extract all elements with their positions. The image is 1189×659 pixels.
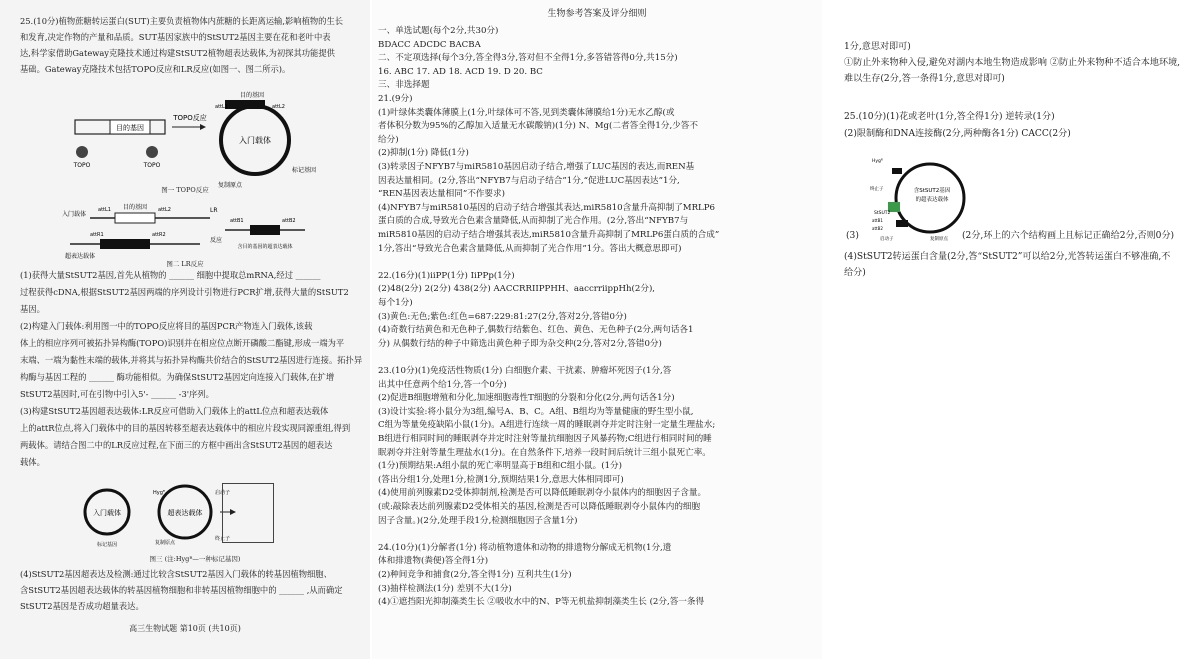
- svg-text:attR2: attR2: [152, 232, 166, 238]
- svg-text:目的基因: 目的基因: [116, 124, 144, 132]
- svg-text:的超表达载体: 的超表达载体: [915, 197, 949, 203]
- answer-line: miR5810基因的启动子结合增强其表达,miR5810含量升高抑制了MRLP6蛋白质的合成”: [378, 230, 720, 240]
- page-footer: 高三生物试题 第10页 (共10页): [129, 624, 241, 633]
- svg-text:反应: 反应: [210, 237, 223, 244]
- answer-line: 三、非选择题: [378, 80, 430, 91]
- question-text-line: 体上的相应序列可被拓扑异构酶(TOPO)识别并在相应位点断开磷酸二酯键,形成一端为平: [20, 338, 345, 348]
- answer-line: 22.(16分)(1)iiPP(1分) IiPPp(1分): [378, 270, 515, 281]
- svg-text:目的基因: 目的基因: [240, 92, 265, 99]
- answer-line: (2)抑制(1分) 降低(1分): [378, 148, 469, 159]
- answer-line: 二、不定项选择(每个3分,答全得3分,答对但不全得1分,多答错答得0分,共15分): [378, 53, 678, 64]
- figure-3-caption: 图三 (注:Hygᴿ—一种标记基因): [149, 555, 241, 563]
- svg-text:StSUT2: StSUT2: [874, 211, 891, 216]
- answer-line: 1分,意思对即可): [844, 42, 911, 52]
- svg-text:attR1: attR1: [90, 232, 104, 238]
- svg-text:超表达载体: 超表达载体: [65, 253, 96, 260]
- svg-text:attL1: attL1: [98, 207, 111, 213]
- svg-text:TOPO: TOPO: [73, 162, 91, 169]
- svg-text:TOPO: TOPO: [143, 162, 161, 169]
- answer-key-continued-page: [830, 0, 1189, 659]
- answer-line: 给分): [378, 134, 399, 145]
- svg-text:入门载体: 入门载体: [62, 211, 87, 218]
- svg-text:attB2: attB2: [282, 218, 296, 224]
- question-text-line: 25.(10分)植物蔗糖转运蛋白(SUT)主要负责植物体内蔗糖的长距离运输,影响植物的生长: [20, 16, 344, 26]
- drawing-answer-box[interactable]: [222, 483, 274, 543]
- answer-line: 给分): [844, 268, 866, 278]
- answer-line: (4)StSUT2转运蛋白含量(2分,答“StSUT2”可以给2分,光答转运蛋白不够准确,不: [844, 252, 1171, 262]
- question-text-line: 两载体。请结合图二中的LR反应过程,在下面三的方框中画出含StSUT2基因的超表达: [20, 440, 333, 450]
- question-text-line: 达,科学家借助Gateway克隆技术通过构建StSUT2植物超表达载体,为初探其功能提供: [20, 48, 335, 58]
- answer-line: 分) 从偶数行结的种子中筛选出黄色种子即为杂交种(2分,答对2分,答错0分): [378, 338, 662, 349]
- svg-text:含StSUT2基因: 含StSUT2基因: [913, 188, 951, 194]
- answer-line: (3)抽样检测法(1分) 差别不大(1分): [378, 583, 512, 594]
- svg-text:attB1: attB1: [872, 218, 883, 223]
- question-text-line: 过程获得cDNA,根据StSUT2基因两端的序列设计引物进行PCR扩增,获得大量的StSUT2: [20, 287, 349, 297]
- answer-line: 体和排遗物(粪便)答全得1分): [378, 556, 489, 567]
- answer-line: (答出分组1分,处理1分,检测1分,预期结果1分,意思大体相同即可): [378, 474, 624, 485]
- question-text-line: 基础。Gateway克隆技术包括TOPO反应和LR反应(如图一、图二所示)。: [20, 64, 291, 74]
- question-text-line: 载体。: [20, 457, 45, 467]
- svg-text:attB2: attB2: [872, 226, 883, 231]
- answer-25-3-score: (2分,环上的六个结构画上且标记正确给2分,否则0分): [962, 231, 1175, 241]
- answer-line: “REN基因表达量相同”不作要求): [378, 189, 505, 200]
- answer-line: 因表达量相同。(2分,答出“NFYB7与启动子结合”1分,“促进LUC基因表达”1分,: [378, 175, 680, 186]
- answer-line: 16. ABC 17. AD 18. ACD 19. D 20. BC: [378, 66, 543, 77]
- svg-text:attL2: attL2: [158, 207, 171, 213]
- answer-line: (1)叶绿体类囊体薄膜上(1分,叶绿体可不答,见到类囊体薄膜给1分)无水乙醇(或: [378, 107, 675, 118]
- question-text-line: (2)构建入门载体:利用图一中的TOPO反应将目的基因PCR产物连入门载体,该载: [20, 321, 313, 331]
- svg-text:启动子: 启动子: [880, 237, 894, 242]
- svg-text:启动子: 启动子: [215, 490, 231, 496]
- question-text-line: 末端、一端为黏性末端的载体,并将其与拓扑异构酶共价结合的StSUT2基因进行连接。拓扑异: [20, 355, 363, 365]
- svg-text:Hygᴿ: Hygᴿ: [153, 490, 166, 496]
- svg-text:attL1: attL1: [215, 104, 228, 110]
- answer-line: (3)转录因子NFYB7与miR5810基因启动子结合,增强了LUC基因的表达,而REN基: [378, 162, 695, 172]
- answer-line: 21.(9分): [378, 94, 413, 104]
- svg-text:attL2: attL2: [272, 104, 285, 110]
- question-text-line: 基因。: [20, 304, 45, 314]
- answer-line: 因子含量。)(2分,处理手段1分,检测细胞因子含量1分): [378, 515, 578, 526]
- answer-25-3-label: (3): [846, 231, 859, 241]
- svg-text:含目的基因的超表达载体: 含目的基因的超表达载体: [237, 244, 293, 250]
- question-text-line: 含StSUT2基因超表达载体的转基因植物细胞和非转基因植物细胞中的 ______ ,从而确定: [20, 585, 343, 595]
- answer-line: (4)①遮挡阳光抑制藻类生长 ②吸收水中的N、P等无机盐抑制藻类生长 (2分,答一条得: [378, 597, 705, 608]
- svg-text:标记基因: 标记基因: [292, 167, 317, 174]
- svg-text:复制原点: 复制原点: [155, 540, 176, 546]
- answer-line: 1分,答出“导致光合色素含量降低,从而抑制了光合作用”1分。答出大概意思即可): [378, 243, 682, 254]
- answer-line: (1分)预期结果:A组小鼠的死亡率明显高于B组和C组小鼠。(1分): [378, 461, 622, 472]
- answer-line: 24.(10分)(1)分解者(1分) 将动植物遗体和动物的排遗物分解成无机物(1分,遗: [378, 542, 672, 553]
- svg-text:终止子: 终止子: [215, 536, 231, 542]
- question-text-line: StSUT2基因时,可在引物中引入5'- ______ -3'序列。: [20, 389, 214, 399]
- svg-text:超表达载体: 超表达载体: [167, 509, 203, 517]
- answer-key-title: 生物参考答案及评分细则: [547, 9, 647, 19]
- svg-text:标记基因: 标记基因: [96, 542, 118, 548]
- plasmid-diagram: [870, 152, 970, 244]
- answer-line: 一、单选试题(每个2分,共30分): [378, 26, 499, 36]
- svg-text:入门载体: 入门载体: [93, 509, 121, 517]
- figure-2-lr-reaction: [60, 200, 310, 265]
- question-text-line: (3)构建StSUT2基因超表达载体:LR反应可借助入门载体上的attL位点和超表达载体: [20, 406, 329, 416]
- answer-line: B组进行相同时间的睡眠剥夺并定时注射等量抗细胞因子风暴药物;C组进行相同时间的睡: [378, 434, 712, 444]
- question-text-line: 上的attR位点,将入门载体中的目的基因转移至超表达载体中的相应片段实现同源重组,得到: [20, 423, 351, 433]
- svg-text:终止子: 终止子: [870, 187, 884, 192]
- answer-line: (4)使用前列腺素D2受体抑制剂,检测是否可以降低睡眠剥夺小鼠体内的细胞因子含量。: [378, 488, 707, 499]
- answer-line: (2)促进B细胞增殖和分化,加速细胞毒性T细胞的分裂和分化(2分,两句话各1分): [378, 393, 675, 404]
- answer-line: 眠剥夺并注射等量生理盐水(1分)。在自然条件下,培养一段时间后统计三组小鼠死亡率。: [378, 447, 711, 458]
- answer-line: (2)48(2分) 2(2分) 438(2分) AACCRRIIPPHH、aaccrriippHh(2分),: [378, 284, 656, 295]
- answer-line: (3)设计实验:将小鼠分为3组,编号A、B、C。A组、B组均为等量健康的野生型小鼠,: [378, 406, 694, 417]
- figure-2-caption: 图二 LR反应: [166, 260, 204, 268]
- answer-line: 难以生存(2分,答一条得1分,意思对即可): [844, 74, 1005, 84]
- svg-text:LR: LR: [210, 207, 218, 214]
- answer-line: (2)限制酶和DNA连接酶(2分,两种酶各1分) CACC(2分): [844, 129, 1071, 139]
- svg-text:复制原点: 复制原点: [930, 237, 948, 242]
- answer-line: 23.(10分)(1)免疫活性物质(1分) 白细胞介素、干扰素、肿瘤坏死因子(1分,答: [378, 366, 672, 376]
- svg-text:Hygᴿ: Hygᴿ: [872, 159, 883, 164]
- question-text-line: StSUT2基因是否成功超量表达。: [20, 601, 144, 611]
- answer-line: (4)奇数行结黄色和无色种子,偶数行结紫色、红色、黄色、无色种子(2分,两句话各1: [378, 325, 694, 336]
- svg-text:复制原点: 复制原点: [218, 182, 243, 189]
- svg-text:目的基因: 目的基因: [122, 204, 148, 211]
- question-text-line: 和发育,决定作物的产量和品质。SUT基因家族中的StSUT2基因主要在花和老叶中表: [20, 32, 331, 42]
- answer-line: (4)NFYB7与miR5810基因的启动子结合增强其表达,miR5810含量升高抑制了MRLP6: [378, 202, 716, 213]
- exam-question-page: [0, 0, 370, 659]
- svg-text:TOPO反应: TOPO反应: [173, 114, 207, 122]
- question-text-line: 构酶与基因工程的 ______ 酶功能相似。为确保StSUT2基因定向连接入门载体,在扩增: [20, 372, 335, 382]
- answer-line: (或:敲除表达前列腺素D2受体相关的基因,检测是否可以降低睡眠剥夺小鼠体内的细胞: [378, 502, 701, 512]
- figure-1-caption: 图一 TOPO反应: [161, 186, 209, 194]
- question-text-line: (4)StSUT2基因超表达及检测:通过比较含StSUT2基因入门载体的转基因植物细胞、: [20, 569, 332, 579]
- answer-line: 者体积分数为95%的乙醇加入适量无水碳酸钠)(1分) N、Mg(二者答全得1分,少答不: [378, 121, 698, 132]
- answer-line: ①防止外来物种入侵,避免对湖内本地生物造成影响 ②防止外来物种不适合本地环境,: [844, 58, 1181, 68]
- answer-line: (2)种间竞争和捕食(2分,答全得1分) 互利共生(1分): [378, 570, 572, 580]
- answer-line: 25.(10分)(1)花或老叶(1分,答全得1分) 逆转录(1分): [844, 112, 1055, 122]
- figure-1-topo-reaction: [60, 92, 317, 192]
- answer-line: 蛋白质的合成,导致光合色素含量降低,从而抑制了光合作用。(2分,答出“NFYB7与: [378, 216, 689, 227]
- answer-line: BDACC ADCDC BACBA: [378, 39, 481, 50]
- answer-line: C组为等量免疫缺陷小鼠(1分)。A组进行连续一周的睡眠剥夺并定时注射一定量生理盐水;: [378, 420, 716, 431]
- question-text-line: (1)获得大量StSUT2基因,首先从植物的 ______ 细胞中提取总mRNA,经过 ______: [20, 270, 321, 280]
- svg-text:attB1: attB1: [230, 218, 244, 224]
- answer-line: 出其中任意两个给1分,答一个0分): [378, 379, 507, 390]
- answer-line: (3)黄色:无色;紫色:红色=687:229:81:27(2分,答对2分,答错0分): [378, 311, 627, 322]
- answer-line: 每个1分): [378, 298, 413, 308]
- svg-text:入门载体: 入门载体: [239, 136, 271, 145]
- answer-key-page: [372, 0, 822, 659]
